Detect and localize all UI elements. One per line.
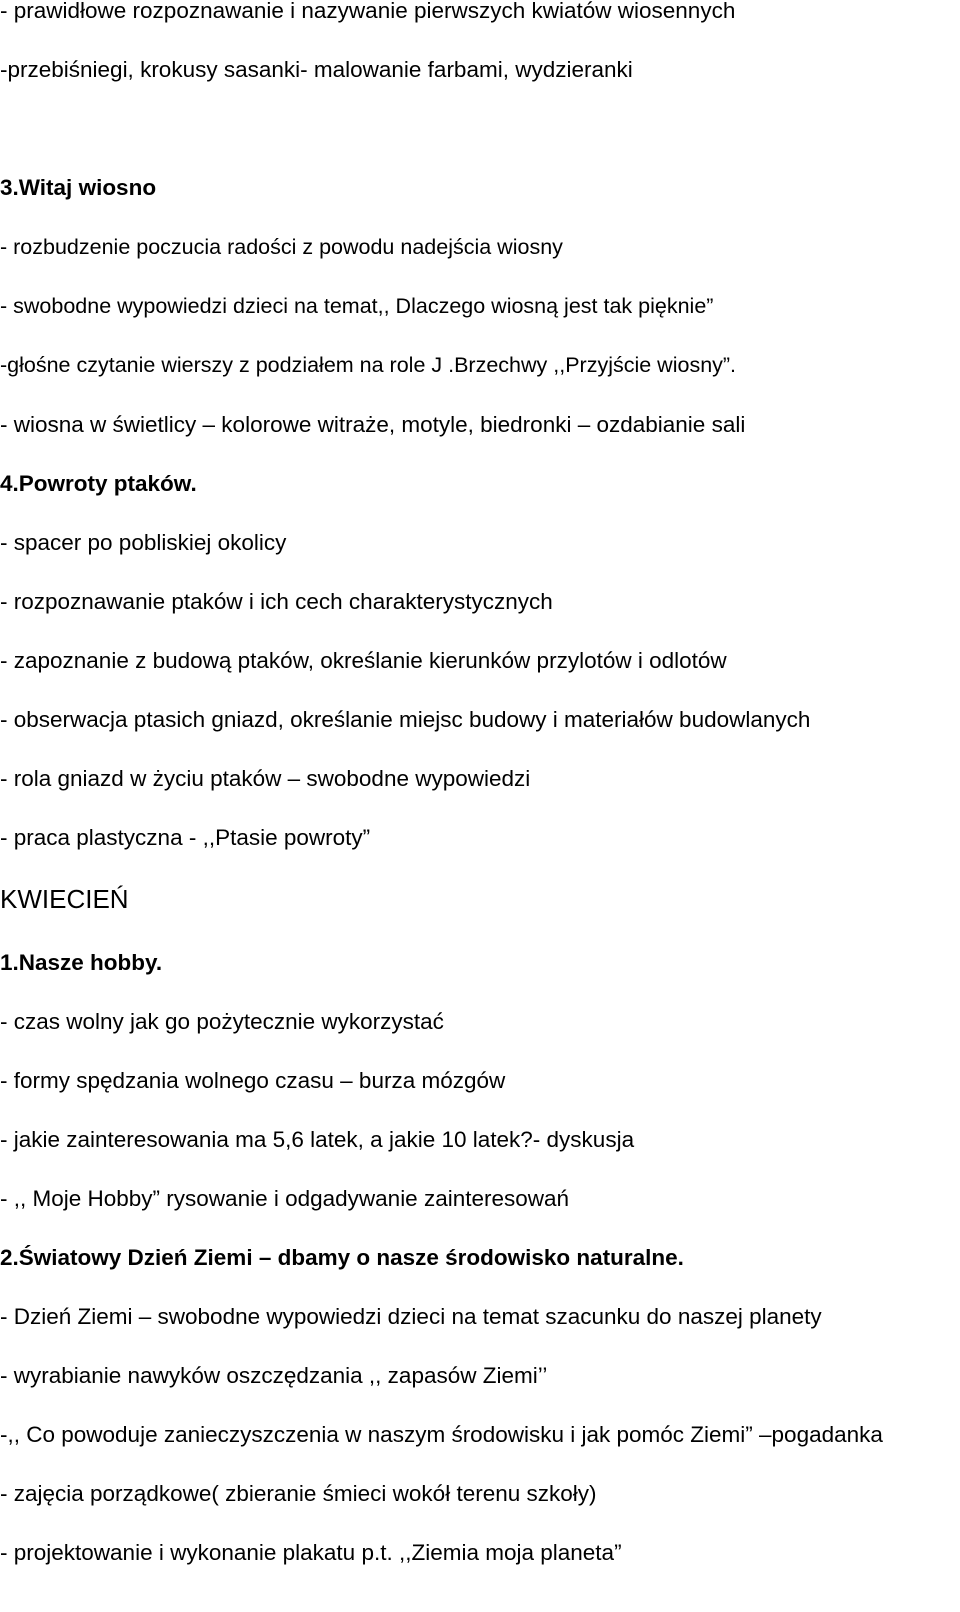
text-line: - ,, Moje Hobby” rysowanie i odgadywanie zainteresowań: [0, 1186, 570, 1211]
text-line: - spacer po pobliskiej okolicy: [0, 530, 287, 555]
text-line: - prawidłowe rozpoznawanie i nazywanie pierwszych kwiatów wiosennych: [0, 0, 736, 23]
text-line: - zajęcia porządkowe( zbieranie śmieci wokół terenu szkoły): [0, 1481, 597, 1506]
text-line: -,, Co powoduje zanieczyszczenia w naszym środowisku i jak pomóc Ziemi” –pogadanka: [0, 1422, 883, 1447]
text-line: - czas wolny jak go pożytecznie wykorzystać: [0, 1009, 444, 1034]
text-line: - wyrabianie nawyków oszczędzania ,, zapasów Ziemi’’: [0, 1363, 548, 1388]
section-heading: 3.Witaj wiosno: [0, 175, 157, 200]
text-line: -głośne czytanie wierszy z podziałem na role J .Brzechwy ,,Przyjście wiosny”.: [0, 353, 737, 377]
text-line: - obserwacja ptasich gniazd, określanie miejsc budowy i materiałów budowlanych: [0, 707, 811, 732]
section-heading: 4.Powroty ptaków.: [0, 471, 197, 496]
text-line: - rola gniazd w życiu ptaków – swobodne wypowiedzi: [0, 766, 531, 791]
text-line: - projektowanie i wykonanie plakatu p.t. ,,Ziemia moja planeta”: [0, 1540, 622, 1565]
text-line: - jakie zainteresowania ma 5,6 latek, a jakie 10 latek?- dyskusja: [0, 1127, 635, 1152]
text-line: - Dzień Ziemi – swobodne wypowiedzi dzieci na temat szacunku do naszej planety: [0, 1304, 822, 1329]
section-heading: 1.Nasze hobby.: [0, 950, 163, 975]
text-line: - rozbudzenie poczucia radości z powodu nadejścia wiosny: [0, 235, 563, 259]
text-line: - praca plastyczna - ,,Ptasie powroty”: [0, 825, 371, 850]
section-heading: 2.Światowy Dzień Ziemi – dbamy o nasze środowisko naturalne.: [0, 1245, 684, 1270]
text-line: -przebiśniegi, krokusy sasanki- malowanie farbami, wydzieranki: [0, 57, 633, 82]
text-line: - wiosna w świetlicy – kolorowe witraże, motyle, biedronki – ozdabianie sali: [0, 412, 746, 437]
text-line: - formy spędzania wolnego czasu – burza mózgów: [0, 1068, 506, 1093]
text-line: - zapoznanie z budową ptaków, określanie kierunków przylotów i odlotów: [0, 648, 727, 673]
text-line: - rozpoznawanie ptaków i ich cech charakterystycznych: [0, 589, 553, 614]
text-line: - swobodne wypowiedzi dzieci na temat,, Dlaczego wiosną jest tak pięknie”: [0, 294, 714, 318]
month-heading: KWIECIEŃ: [0, 884, 129, 914]
